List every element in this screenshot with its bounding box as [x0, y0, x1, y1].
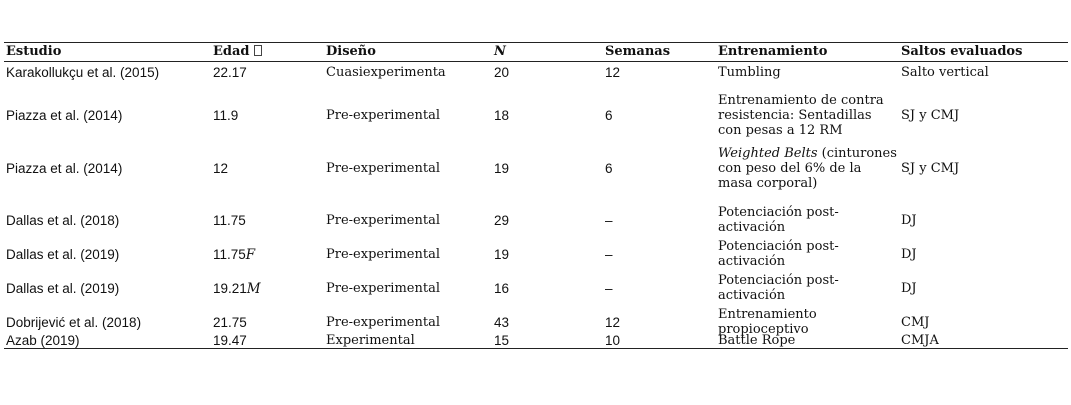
entrenamiento-text: Entrenamiento de contra	[718, 93, 884, 108]
edad-suffix: F	[245, 247, 256, 263]
cell-estudio: Karakollukçu et al. (2015)	[6, 65, 160, 80]
cell-estudio: Dobrijević et al. (2018)	[6, 315, 142, 330]
cell-entrenamiento	[718, 239, 898, 269]
entrenamiento-line	[718, 146, 898, 161]
entrenamiento-text: Potenciación post-	[718, 205, 839, 220]
cell-diseno: Pre-experimental	[326, 281, 440, 296]
cell-entrenamiento	[718, 273, 898, 303]
entrenamiento-text: activación	[718, 254, 786, 269]
edad-suffix: M	[246, 281, 261, 297]
cell-n: 19	[494, 161, 510, 176]
cell-saltos: DJ	[901, 247, 917, 262]
cell-estudio: Piazza et al. (2014)	[6, 161, 123, 176]
cell-edad	[213, 247, 323, 263]
cell-semanas: –	[605, 247, 613, 262]
cell-semanas: –	[605, 213, 613, 228]
cell-diseno: Pre-experimental	[326, 108, 440, 123]
entrenamiento-line	[718, 93, 898, 108]
header-edad-label: Edad	[213, 44, 250, 59]
entrenamiento-text: propioceptivo	[718, 322, 809, 337]
entrenamiento-text: Battle Rope	[718, 333, 796, 348]
entrenamiento-text: masa corporal)	[718, 176, 818, 191]
entrenamiento-line	[718, 239, 898, 254]
cell-n: 20	[494, 65, 510, 80]
cell-diseno: Pre-experimental	[326, 315, 440, 330]
cell-saltos: Salto vertical	[901, 65, 989, 80]
entrenamiento-italic: Weighted Belts	[718, 146, 818, 161]
entrenamiento-text: Entrenamiento	[718, 307, 817, 322]
entrenamiento-text: (cinturones	[817, 146, 897, 161]
entrenamiento-line	[718, 161, 898, 176]
cell-n: 15	[494, 333, 510, 348]
cell-estudio: Dallas et al. (2019)	[6, 281, 120, 296]
cell-edad	[213, 108, 323, 123]
header-estudio: Estudio	[6, 44, 62, 59]
cell-n: 29	[494, 213, 510, 228]
cell-edad	[213, 281, 323, 297]
entrenamiento-line	[718, 176, 898, 191]
cell-edad	[213, 65, 323, 80]
edad-value: 19.47	[213, 333, 247, 348]
cell-entrenamiento	[718, 93, 898, 138]
edad-value: 11.9	[213, 108, 239, 123]
missing-glyph-icon	[254, 45, 262, 56]
header-rule	[4, 61, 1068, 62]
edad-value: 11.75	[213, 247, 246, 262]
cell-saltos: CMJ	[901, 315, 930, 330]
cell-estudio: Azab (2019)	[6, 333, 80, 348]
cell-edad	[213, 161, 323, 176]
entrenamiento-line	[718, 65, 898, 80]
entrenamiento-line	[718, 123, 898, 138]
edad-value: 19.21	[213, 281, 247, 296]
cell-semanas: 12	[605, 315, 621, 330]
header-n: N	[494, 44, 506, 59]
cell-entrenamiento	[718, 333, 898, 348]
cell-semanas: 6	[605, 108, 613, 123]
cell-diseno: Pre-experimental	[326, 247, 440, 262]
cell-edad	[213, 315, 323, 330]
cell-diseno: Pre-experimental	[326, 161, 440, 176]
edad-value: 22.17	[213, 65, 247, 80]
cell-diseno: Experimental	[326, 333, 415, 348]
bottom-rule	[4, 348, 1068, 349]
cell-diseno: Cuasiexperimenta	[326, 65, 446, 80]
entrenamiento-text: Potenciación post-	[718, 239, 839, 254]
entrenamiento-line	[718, 288, 898, 303]
entrenamiento-line	[718, 273, 898, 288]
entrenamiento-line	[718, 205, 898, 220]
cell-saltos: DJ	[901, 281, 917, 296]
cell-edad	[213, 213, 323, 228]
entrenamiento-text: con peso del 6% de la	[718, 161, 862, 176]
cell-n: 43	[494, 315, 510, 330]
header-saltos: Saltos evaluados	[901, 44, 1023, 59]
cell-saltos: SJ y CMJ	[901, 161, 960, 176]
entrenamiento-text: con pesas a 12 RM	[718, 123, 843, 138]
cell-n: 18	[494, 108, 510, 123]
header-semanas: Semanas	[605, 44, 671, 59]
cell-n: 19	[494, 247, 510, 262]
entrenamiento-text: activación	[718, 288, 786, 303]
entrenamiento-text: Potenciación post-	[718, 273, 839, 288]
header-edad	[213, 42, 323, 61]
entrenamiento-line	[718, 220, 898, 235]
cell-edad	[213, 333, 323, 348]
cell-semanas: 12	[605, 65, 621, 80]
entrenamiento-text: activación	[718, 220, 786, 235]
header-diseno: Diseño	[326, 44, 376, 59]
cell-entrenamiento	[718, 65, 898, 80]
edad-value: 12	[213, 161, 229, 176]
cell-saltos: DJ	[901, 213, 917, 228]
cell-estudio: Dallas et al. (2019)	[6, 247, 120, 262]
edad-value: 21.75	[213, 315, 247, 330]
entrenamiento-line	[718, 254, 898, 269]
entrenamiento-text: resistencia: Sentadillas	[718, 108, 872, 123]
entrenamiento-line	[718, 108, 898, 123]
cell-semanas: 10	[605, 333, 621, 348]
entrenamiento-text: Tumbling	[718, 65, 781, 80]
cell-n: 16	[494, 281, 510, 296]
cell-estudio: Piazza et al. (2014)	[6, 108, 123, 123]
cell-estudio: Dallas et al. (2018)	[6, 213, 120, 228]
cell-semanas: 6	[605, 161, 613, 176]
cell-saltos: SJ y CMJ	[901, 108, 960, 123]
cell-saltos: CMJA	[901, 333, 939, 348]
cell-semanas: –	[605, 281, 613, 296]
entrenamiento-line	[718, 307, 898, 322]
cell-entrenamiento	[718, 205, 898, 235]
header-entrenamiento: Entrenamiento	[718, 44, 828, 59]
entrenamiento-line	[718, 333, 898, 348]
edad-value: 11.75	[213, 213, 246, 228]
cell-diseno: Pre-experimental	[326, 213, 440, 228]
cell-entrenamiento	[718, 146, 898, 191]
